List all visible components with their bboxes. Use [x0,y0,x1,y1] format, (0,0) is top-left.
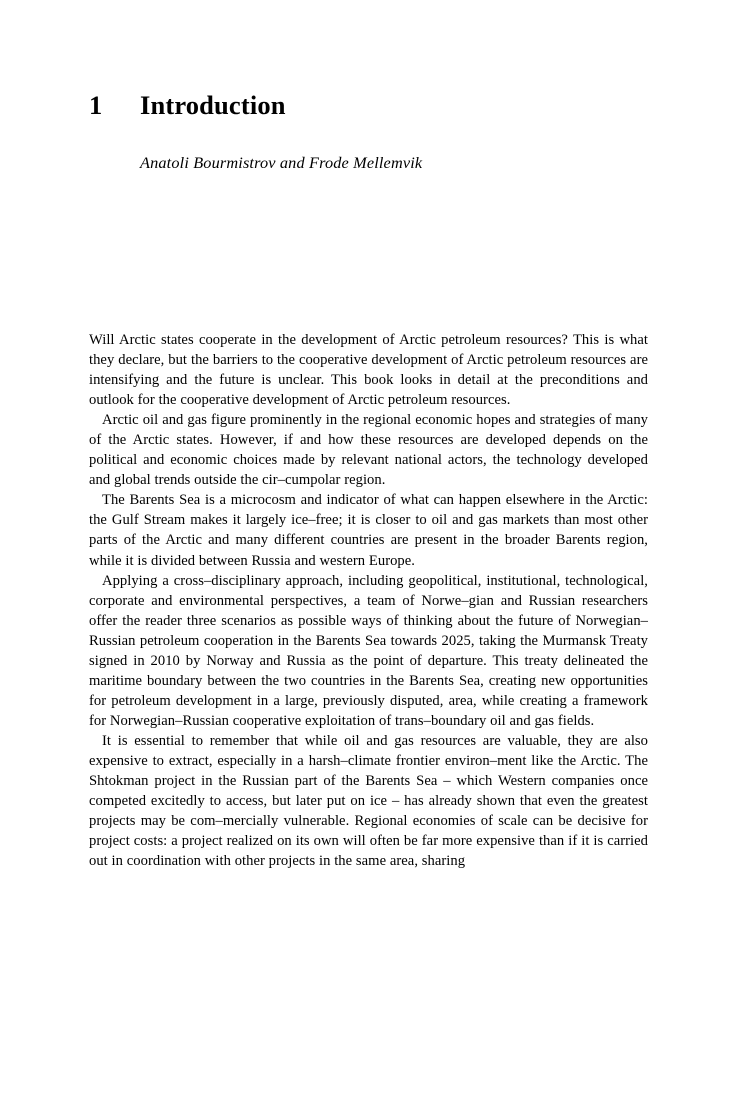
body-text [89,330,648,871]
chapter-number: 1 [89,90,103,120]
chapter-title: Introduction [140,90,286,120]
chapter-heading [89,88,649,122]
chapter-authors: Anatoli Bourmistrov and Frode Mellemvik [140,153,423,172]
paragraph: Applying a cross–disciplinary approach, including geopolitical, institutional, technological, corporate and environmental perspectives, a team of Norwe–gian and Russian researchers offer the reader three scenarios as possible ways of thinking about the future of Norwegian–Russian petroleum cooperation in the Barents Sea towards 2025, taking the Murmansk Treaty signed in 2010 by Norway and Russia as the point of departure. This treaty delineated the maritime boundary between the two countries in the Barents Sea, creating new opportunities for petroleum development in a large, previously disputed, area, while creating a framework for Norwegian–Russian cooperative exploitation of trans–boundary oil and gas fields. [89,572,648,729]
paragraph: Arctic oil and gas figure prominently in the regional economic hopes and strategies of many of the Arctic states. However, if and how these resources are developed depends on the political and economic choices made by relevant national actors, the technology developed and global trends outside the cir–cumpolar region. [89,412,648,489]
paragraph: The Barents Sea is a microcosm and indicator of what can happen elsewhere in the Arctic: the Gulf Stream makes it largely ice–free; it is closer to oil and gas markets than most other parts of the Arctic and many different countries are present in the broader Barents region, while it is divided between Russia and western Europe. [89,492,648,569]
paragraph: Will Arctic states cooperate in the development of Arctic petroleum resources? This is what they declare, but the barriers to the cooperative development of Arctic petroleum resources are intensifying and the future is unclear. This book looks in detail at the preconditions and outlook for the cooperative development of Arctic petroleum resources. [89,332,648,409]
paragraph: It is essential to remember that while oil and gas resources are valuable, they are also expensive to extract, especially in a harsh–climate frontier environ–ment like the Arctic. The Shtokman project in the Russian part of the Barents Sea – which Western companies once competed excitedly to access, but later put on ice – has already shown that even the greatest projects may be com–mercially vulnerable. Regional economies of scale can be decisive for project costs: a project realized on its own will often be far more expensive than if it is carried out in coordination with other projects in the same area, sharing [89,732,648,870]
